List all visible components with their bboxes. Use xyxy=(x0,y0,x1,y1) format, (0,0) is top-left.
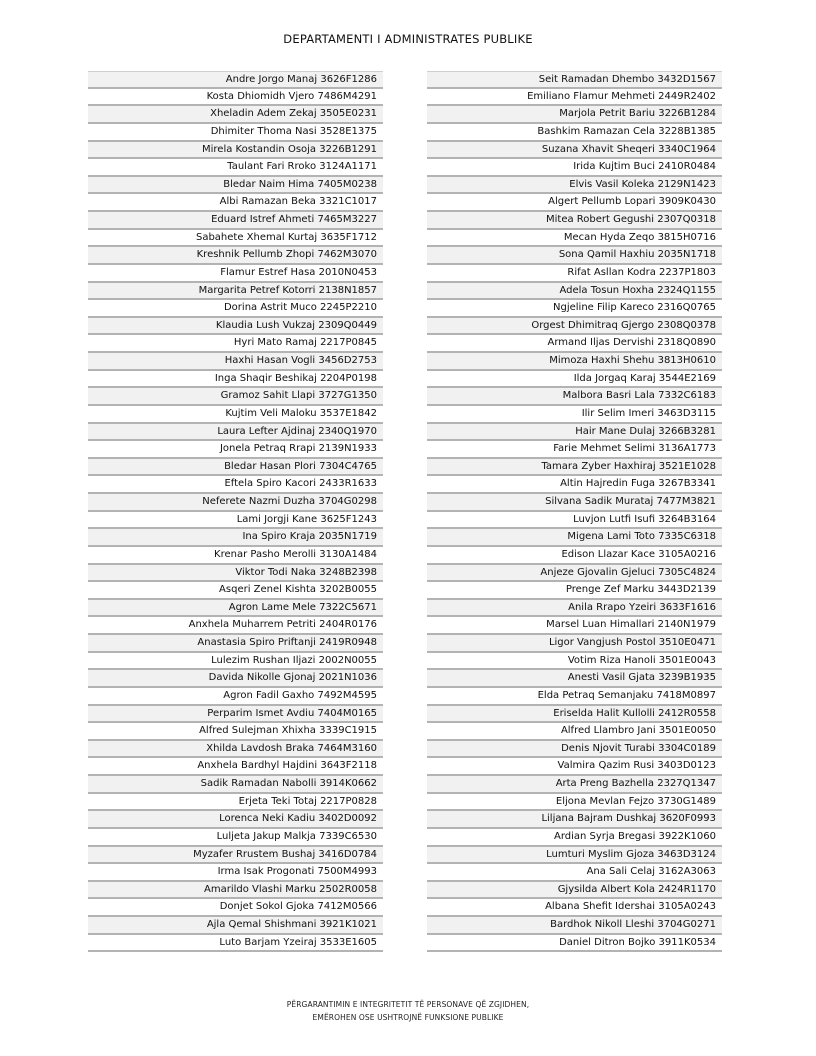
list-item: Altin Hajredin Fuga 3267B3341 xyxy=(427,476,722,494)
footer-line-2: EMËROHEN OSE USHTROJNË FUNKSIONE PUBLIKE xyxy=(312,1013,504,1022)
list-item: Myzafer Rrustem Bushaj 3416D0784 xyxy=(88,847,383,865)
list-item: Valmira Qazim Rusi 3403D0123 xyxy=(427,758,722,776)
list-item: Jonela Petraq Rrapi 2139N1933 xyxy=(88,441,383,459)
list-item: Ajla Qemal Shishmani 3921K1021 xyxy=(88,917,383,935)
list-item: Ina Spiro Kraja 2035N1719 xyxy=(88,529,383,547)
list-item: Mecan Hyda Zeqo 3815H0716 xyxy=(427,230,722,248)
list-item: Perparim Ismet Avdiu 7404M0165 xyxy=(88,706,383,724)
list-item: Kosta Dhiomidh Vjero 7486M4291 xyxy=(88,89,383,107)
list-item: Anxhela Bardhyl Hajdini 3643F2118 xyxy=(88,758,383,776)
list-item: Hair Mane Dulaj 3266B3281 xyxy=(427,424,722,442)
list-item: Anila Rrapo Yzeiri 3633F1616 xyxy=(427,600,722,618)
list-item: Bashkim Ramazan Cela 3228B1385 xyxy=(427,124,722,142)
list-item: Irma Isak Progonati 7500M4993 xyxy=(88,864,383,882)
list-item: Denis Njovit Turabi 3304C0189 xyxy=(427,741,722,759)
list-item: Edison Llazar Kace 3105A0216 xyxy=(427,547,722,565)
page-title: DEPARTAMENTI I ADMINISTRATES PUBLIKE xyxy=(283,32,533,46)
list-item: Margarita Petref Kotorri 2138N1857 xyxy=(88,283,383,301)
list-item: Migena Lami Toto 7335C6318 xyxy=(427,529,722,547)
list-item: Kujtim Veli Maloku 3537E1842 xyxy=(88,406,383,424)
list-item: Laura Lefter Ajdinaj 2340Q1970 xyxy=(88,424,383,442)
list-item: Sadik Ramadan Nabolli 3914K0662 xyxy=(88,776,383,794)
list-item: Algert Pellumb Lopari 3909K0430 xyxy=(427,194,722,212)
right-name-list xyxy=(427,71,722,952)
list-item: Taulant Fari Rroko 3124A1171 xyxy=(88,159,383,177)
list-item: Mimoza Haxhi Shehu 3813H0610 xyxy=(427,353,722,371)
list-item: Albana Shefit Idershai 3105A0243 xyxy=(427,899,722,917)
list-item: Flamur Estref Hasa 2010N0453 xyxy=(88,265,383,283)
list-item: Neferete Nazmi Duzha 3704G0298 xyxy=(88,494,383,512)
list-item: Bledar Naim Hima 7405M0238 xyxy=(88,177,383,195)
list-item: Dorina Astrit Muco 2245P2210 xyxy=(88,300,383,318)
list-item: Emiliano Flamur Mehmeti 2449R2402 xyxy=(427,89,722,107)
list-item: Eriselda Halit Kullolli 2412R0558 xyxy=(427,706,722,724)
list-item: Mirela Kostandin Osoja 3226B1291 xyxy=(88,142,383,160)
list-item: Amarildo Vlashi Marku 2502R0058 xyxy=(88,882,383,900)
list-item: Marsel Luan Himallari 2140N1979 xyxy=(427,617,722,635)
list-item: Lulezim Rushan Iljazi 2002N0055 xyxy=(88,653,383,671)
list-item: Armand Iljas Dervishi 2318Q0890 xyxy=(427,335,722,353)
list-item: Lumturi Myslim Gjoza 3463D3124 xyxy=(427,847,722,865)
list-item: Liljana Bajram Dushkaj 3620F0993 xyxy=(427,811,722,829)
list-item: Elvis Vasil Koleka 2129N1423 xyxy=(427,177,722,195)
list-item: Suzana Xhavit Sheqeri 3340C1964 xyxy=(427,142,722,160)
list-item: Hyri Mato Ramaj 2217P0845 xyxy=(88,335,383,353)
list-item: Anxhela Muharrem Petriti 2404R0176 xyxy=(88,617,383,635)
left-name-list xyxy=(88,71,383,952)
list-item: Marjola Petrit Bariu 3226B1284 xyxy=(427,106,722,124)
list-item: Alfred Llambro Jani 3501E0050 xyxy=(427,723,722,741)
list-item: Gramoz Sahit Llapi 3727G1350 xyxy=(88,388,383,406)
list-item: Lorenca Neki Kadiu 3402D0092 xyxy=(88,811,383,829)
footer-line-1: PËRGARANTIMIN E INTEGRITETIT TË PERSONAVE QË ZGJIDHEN, xyxy=(286,1000,530,1009)
list-item: Silvana Sadik Murataj 7477M3821 xyxy=(427,494,722,512)
list-item: Eduard Istref Ahmeti 7465M3227 xyxy=(88,212,383,230)
list-item: Bardhok Nikoll Lleshi 3704G0271 xyxy=(427,917,722,935)
list-item: Sabahete Xhemal Kurtaj 3635F1712 xyxy=(88,230,383,248)
list-item: Luljeta Jakup Malkja 7339C6530 xyxy=(88,829,383,847)
list-item: Davida Nikolle Gjonaj 2021N1036 xyxy=(88,670,383,688)
list-item: Eljona Mevlan Fejzo 3730G1489 xyxy=(427,794,722,812)
list-item: Inga Shaqir Beshikaj 2204P0198 xyxy=(88,371,383,389)
list-item: Rifat Asllan Kodra 2237P1803 xyxy=(427,265,722,283)
list-item: Daniel Ditron Bojko 3911K0534 xyxy=(427,935,722,953)
list-item: Agron Lame Mele 7322C5671 xyxy=(88,600,383,618)
list-item: Adela Tosun Hoxha 2324Q1155 xyxy=(427,283,722,301)
list-item: Ngjeline Filip Kareco 2316Q0765 xyxy=(427,300,722,318)
list-item: Orgest Dhimitraq Gjergo 2308Q0378 xyxy=(427,318,722,336)
list-item: Haxhi Hasan Vogli 3456D2753 xyxy=(88,353,383,371)
list-item: Asqeri Zenel Kishta 3202B0055 xyxy=(88,582,383,600)
list-item: Donjet Sokol Gjoka 7412M0566 xyxy=(88,899,383,917)
list-item: Prenge Zef Marku 3443D2139 xyxy=(427,582,722,600)
list-item: Anesti Vasil Gjata 3239B1935 xyxy=(427,670,722,688)
list-item: Arta Preng Bazhella 2327Q1347 xyxy=(427,776,722,794)
list-item: Luvjon Lutfi Isufi 3264B3164 xyxy=(427,512,722,530)
list-item: Votim Riza Hanoli 3501E0043 xyxy=(427,653,722,671)
list-item: Ana Sali Celaj 3162A3063 xyxy=(427,864,722,882)
list-item: Tamara Zyber Haxhiraj 3521E1028 xyxy=(427,459,722,477)
list-item: Malbora Basri Lala 7332C6183 xyxy=(427,388,722,406)
list-item: Luto Barjam Yzeiraj 3533E1605 xyxy=(88,935,383,953)
list-item: Alfred Sulejman Xhixha 3339C1915 xyxy=(88,723,383,741)
list-item: Lami Jorgji Kane 3625F1243 xyxy=(88,512,383,530)
list-item: Ligor Vangjush Postol 3510E0471 xyxy=(427,635,722,653)
list-item: Viktor Todi Naka 3248B2398 xyxy=(88,565,383,583)
list-item: Xhilda Lavdosh Braka 7464M3160 xyxy=(88,741,383,759)
list-item: Ardian Syrja Bregasi 3922K1060 xyxy=(427,829,722,847)
list-item: Andre Jorgo Manaj 3626F1286 xyxy=(88,71,383,89)
list-item: Farie Mehmet Selimi 3136A1773 xyxy=(427,441,722,459)
list-item: Anjeze Gjovalin Gjeluci 7305C4824 xyxy=(427,565,722,583)
list-item: Anastasia Spiro Priftanji 2419R0948 xyxy=(88,635,383,653)
list-item: Irida Kujtim Buci 2410R0484 xyxy=(427,159,722,177)
list-item: Kreshnik Pellumb Zhopi 7462M3070 xyxy=(88,247,383,265)
list-item: Ilda Jorgaq Karaj 3544E2169 xyxy=(427,371,722,389)
list-item: Eftela Spiro Kacori 2433R1633 xyxy=(88,476,383,494)
list-item: Bledar Hasan Plori 7304C4765 xyxy=(88,459,383,477)
list-item: Agron Fadil Gaxho 7492M4595 xyxy=(88,688,383,706)
list-item: Xheladin Adem Zekaj 3505E0231 xyxy=(88,106,383,124)
list-item: Mitea Robert Gegushi 2307Q0318 xyxy=(427,212,722,230)
list-item: Erjeta Teki Totaj 2217P0828 xyxy=(88,794,383,812)
list-item: Gjysilda Albert Kola 2424R1170 xyxy=(427,882,722,900)
list-item: Dhimiter Thoma Nasi 3528E1375 xyxy=(88,124,383,142)
list-item: Albi Ramazan Beka 3321C1017 xyxy=(88,194,383,212)
list-item: Klaudia Lush Vukzaj 2309Q0449 xyxy=(88,318,383,336)
list-item: Seit Ramadan Dhembo 3432D1567 xyxy=(427,71,722,89)
list-item: Sona Qamil Haxhiu 2035N1718 xyxy=(427,247,722,265)
page-footer xyxy=(0,998,816,1024)
list-item: Krenar Pasho Merolli 3130A1484 xyxy=(88,547,383,565)
list-item: Ilir Selim Imeri 3463D3115 xyxy=(427,406,722,424)
list-item: Elda Petraq Semanjaku 7418M0897 xyxy=(427,688,722,706)
